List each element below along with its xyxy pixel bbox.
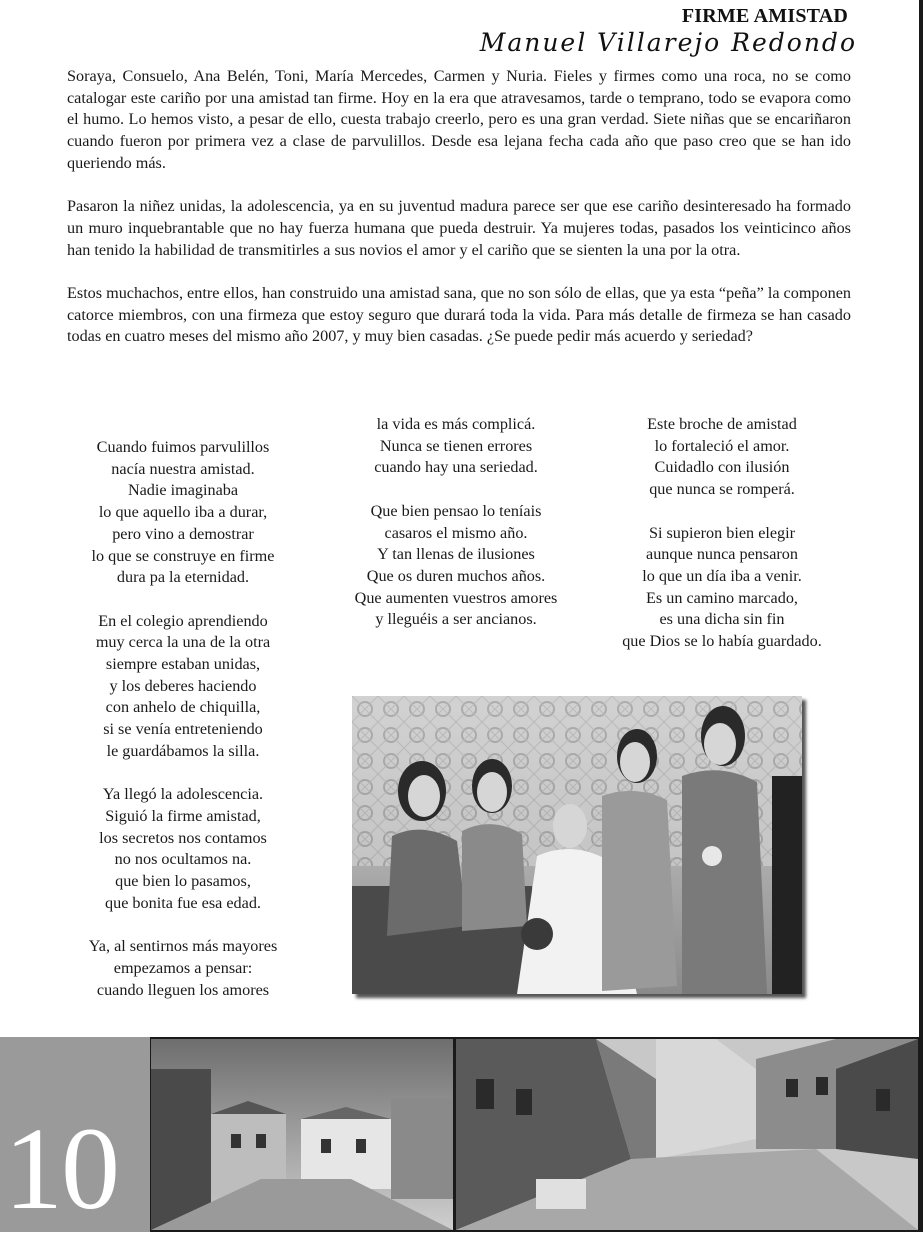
poem-line: Que os duren muchos años. bbox=[366, 566, 546, 585]
poem-line: es una dicha sin fin bbox=[659, 610, 785, 629]
poem-line: lo que un día iba a venir. bbox=[642, 566, 802, 585]
poem-line: los secretos nos contamos bbox=[99, 828, 267, 847]
poem-line: que bonita fue esa edad. bbox=[105, 893, 261, 912]
poem-line: aunque nunca pensaron bbox=[646, 545, 798, 564]
intro-paragraph: Pasaron la niñez unidas, la adolescencia, ya en su juventud madura parece ser que ese cariño desinteresado ha formado un muro inquebrantable que no hay fuerza humana que pueda destruir. Ya mujeres todas, pasados los veinticinco años han tenido la habilidad de transmitirles a sus novios el amor y el cariño que se sienten la una por la otra. bbox=[67, 197, 851, 259]
poem-line: nacía nuestra amistad. bbox=[111, 459, 255, 478]
poem-line: Si supieron bien elegir bbox=[648, 523, 796, 542]
page-number: 10 bbox=[4, 1103, 118, 1234]
poem-stanza bbox=[67, 437, 299, 589]
poem-line: le guardábamos la silla. bbox=[106, 741, 260, 760]
street-photo bbox=[456, 1039, 918, 1230]
poem-line: casaros el mismo año. bbox=[384, 523, 528, 542]
poem-line: dura pa la eternidad. bbox=[116, 568, 250, 587]
poem-line: Que aumenten vuestros amores bbox=[354, 588, 558, 607]
poem-line: que Dios se lo había guardado. bbox=[622, 632, 822, 651]
poem-line: si se venía entreteniendo bbox=[103, 720, 263, 739]
poem-stanza bbox=[330, 414, 582, 479]
poem-stanza bbox=[602, 414, 842, 501]
group-photo bbox=[352, 696, 802, 994]
poem-line: Este broche de amistad bbox=[647, 415, 797, 433]
poem-line: con anhelo de chiquilla, bbox=[105, 698, 261, 717]
poem-line: cuando hay una seriedad. bbox=[374, 458, 538, 477]
poem-line: Que bien pensao lo teníais bbox=[370, 501, 542, 520]
poem-line: En el colegio aprendiendo bbox=[98, 611, 268, 630]
poem-column-1 bbox=[67, 437, 299, 1023]
poem-line: Siguió la firme amistad, bbox=[105, 806, 261, 825]
poem-line: y los deberes haciendo bbox=[109, 676, 257, 695]
poem-line: Y tan llenas de ilusiones bbox=[377, 545, 535, 564]
poem-line: Nunca se tienen errores bbox=[379, 436, 533, 455]
poem-line: no nos ocultamos na. bbox=[114, 850, 252, 869]
poem-line: muy cerca la una de la otra bbox=[95, 633, 271, 652]
poem-line: Nadie imaginaba bbox=[127, 481, 239, 500]
poem-line: cuando lleguen los amores bbox=[96, 980, 270, 999]
poem-line: Cuando fuimos parvulillos bbox=[96, 438, 270, 456]
street-photo bbox=[151, 1039, 453, 1230]
poem-stanza bbox=[67, 611, 299, 763]
intro-paragraph: Estos muchachos, entre ellos, han construido una amistad sana, que no son sólo de ellas, que ya esta “peña” la componen catorce miembros, con una firmeza que estoy seguro que durará toda la vida. Para más detalle de firmeza se han casado todas en cuatro meses del mismo año 2007, y muy bien casadas. ¿Se puede pedir más acuerdo y seriedad? bbox=[67, 284, 851, 346]
poem-column-2 bbox=[330, 414, 582, 653]
poem-line: siempre estaban unidas, bbox=[105, 655, 261, 674]
poem-line: Ya, al sentirnos más mayores bbox=[88, 937, 278, 956]
poem-stanza bbox=[67, 784, 299, 914]
poem-column-3 bbox=[602, 414, 842, 674]
intro-text bbox=[67, 66, 851, 370]
page-number-box bbox=[0, 1037, 150, 1232]
poem-stanza bbox=[602, 523, 842, 653]
intro-paragraph: Soraya, Consuelo, Ana Belén, Toni, María Mercedes, Carmen y Nuria. Fieles y firmes como una roca, no se como catalogar este cariño por una amistad tan firme. Hoy en la era que atravesamos, tarde o temprano, todo se evapora como el humo. Lo hemos visto, a pesar de ello, cuesta trabajo creerlo, pero es una gran verdad. Siete niñas que se encariñaron cuando fueron por primera vez a clase de parvulillos. Desde esa lejana fecha cada año que paso creo que se han ido queriendo más. bbox=[67, 67, 851, 172]
article-author: Manuel Villarejo Redondo bbox=[479, 28, 857, 57]
poem-line: Es un camino marcado, bbox=[646, 588, 798, 607]
poem-line: pero vino a demostrar bbox=[112, 524, 254, 543]
poem-line: empezamos a pensar: bbox=[113, 958, 253, 977]
poem-line: lo que aquello iba a durar, bbox=[98, 503, 268, 522]
poem-line: lo fortaleció el amor. bbox=[654, 436, 790, 455]
article-title: FIRME AMISTAD bbox=[681, 5, 848, 27]
poem-stanza bbox=[330, 501, 582, 631]
poem-line: y lleguéis a ser ancianos. bbox=[375, 610, 537, 629]
poem-line: lo que se construye en firme bbox=[91, 546, 275, 565]
poem-line: la vida es más complicá. bbox=[376, 415, 536, 433]
poem-line: que bien lo pasamos, bbox=[115, 872, 251, 891]
poem-line: Cuidadlo con ilusión bbox=[654, 458, 790, 477]
poem-stanza bbox=[67, 936, 299, 1001]
poem-line: Ya llegó la adolescencia. bbox=[102, 785, 264, 804]
poem-line: que nunca se romperá. bbox=[649, 480, 795, 499]
